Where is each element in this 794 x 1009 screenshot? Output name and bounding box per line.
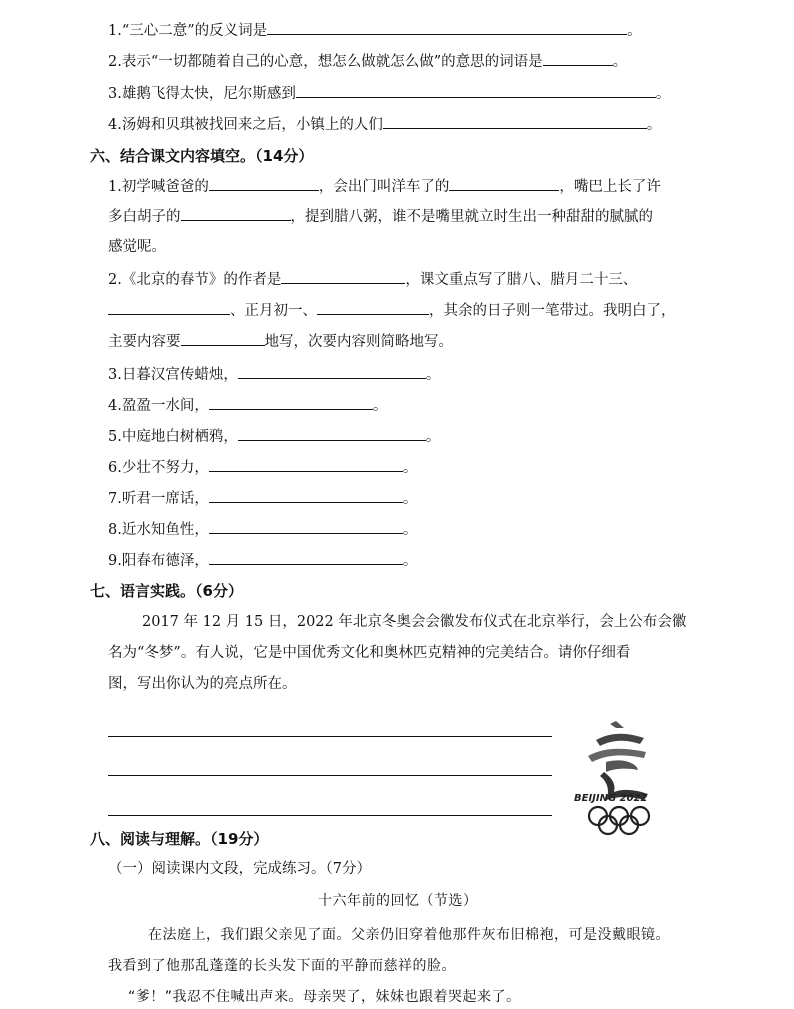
sec6-q7: [108, 488, 417, 509]
sec6-q1-text: 1.初学喊爸爸的: [108, 179, 209, 195]
sec6-q5-text: 5.中庭地白树栖鸦，: [108, 429, 238, 445]
sec6-q2-text: 2.《北京的春节》的作者是: [108, 272, 282, 288]
sec6-q1-line2: [108, 206, 653, 227]
sec6-q2-line2: [108, 300, 676, 321]
sec5-q3-text: 3.雄鹅飞得太快，尼尔斯感到: [108, 86, 296, 102]
answer-blank[interactable]: [108, 300, 230, 315]
section-8-heading: 八、阅读与理解。（19分）: [90, 830, 269, 848]
sec6-q4-text: 4.盈盈一水间，: [108, 398, 209, 414]
emblem-stroke: [610, 721, 624, 728]
sec6-q2-text: ，其余的日子则一笔带过。我明白了，: [429, 303, 676, 319]
period: 。: [612, 54, 628, 70]
sec6-q8-text: 8.近水知鱼性，: [108, 522, 209, 538]
answer-blank[interactable]: [181, 206, 291, 221]
answer-blank[interactable]: [209, 550, 403, 565]
answer-blank[interactable]: [181, 331, 265, 346]
emblem-stroke: [596, 734, 644, 746]
sec6-q6-text: 6.少壮不努力，: [108, 460, 209, 476]
olympic-rings: [589, 807, 649, 834]
answer-line[interactable]: [108, 815, 552, 816]
beijing-2022-emblem: [566, 718, 674, 838]
answer-blank[interactable]: [238, 364, 426, 379]
sec6-q5: [108, 426, 440, 447]
sec8-subsection-heading: （一）阅读课内文段，完成练习。（7分）: [108, 861, 371, 877]
sec6-q8: [108, 519, 417, 540]
sec5-q2-text: 2.表示“一切都随着自己的心意，想怎么做就怎么做”的意思的词语是: [108, 54, 543, 70]
sec5-q3: [108, 83, 670, 104]
period: 。: [425, 367, 441, 383]
answer-blank[interactable]: [209, 457, 403, 472]
answer-blank[interactable]: [296, 83, 656, 98]
sec6-q1-text: ，嘴巴上长了许: [559, 179, 661, 195]
sec5-q4-text: 4.汤姆和贝琪被找回来之后，小镇上的人们: [108, 117, 383, 133]
passage-line3: “爹！”我忍不住喊出声来。母亲哭了，妹妹也跟着哭起来了。: [128, 989, 521, 1005]
answer-blank[interactable]: [209, 519, 403, 534]
answer-blank[interactable]: [449, 176, 559, 191]
sec5-q1-text: 1.“三心二意”的反义词是: [108, 23, 268, 39]
sec6-q1-text: 多白胡子的: [108, 209, 181, 225]
sec7-paragraph-line2: 名为“冬梦”。有人说，它是中国优秀文化和奥林匹克精神的完美结合。请你仔细看: [108, 645, 631, 661]
answer-blank[interactable]: [209, 488, 403, 503]
sec6-q2-text: 地写，次要内容则简略地写。: [264, 334, 453, 350]
period: 。: [627, 23, 642, 39]
sec6-q3-text: 3.日暮汉宫传蜡烛，: [108, 367, 238, 383]
period: 。: [372, 398, 388, 414]
passage-line1: 在法庭上，我们跟父亲见了面。父亲仍旧穿着他那件灰布旧棉袍，可是没戴眼镜。: [148, 927, 670, 943]
period: 。: [402, 460, 418, 476]
sec6-q2-text: ，课文重点写了腊八、腊月二十三、: [405, 272, 638, 288]
sec6-q2-line3: [108, 331, 453, 352]
sec6-q3: [108, 364, 440, 385]
passage-title: 十六年前的回忆（节选）: [318, 893, 478, 909]
section-6-heading: 六、结合课文内容填空。（14分）: [90, 147, 314, 165]
answer-blank[interactable]: [281, 269, 405, 284]
period: 。: [425, 429, 441, 445]
sec6-q4: [108, 395, 387, 416]
sec6-q1-text: ，会出门叫洋车了的: [318, 179, 450, 195]
answer-blank[interactable]: [209, 395, 373, 410]
sec6-q1-line1: [108, 176, 661, 197]
sec6-q7-text: 7.听君一席话，: [108, 491, 209, 507]
section-7-heading: 七、语言实践。（6分）: [90, 582, 243, 600]
answer-blank[interactable]: [543, 51, 613, 66]
sec6-q9: [108, 550, 417, 571]
period: 。: [402, 553, 418, 569]
period: 。: [402, 522, 418, 538]
emblem-graphic: [566, 718, 674, 838]
answer-blank[interactable]: [209, 176, 319, 191]
sec6-q6: [108, 457, 417, 478]
emblem-stroke: [588, 749, 646, 762]
answer-blank[interactable]: [317, 300, 429, 315]
sec7-paragraph-line1: 2017 年 12 月 15 日，2022 年北京冬奥会会徽发布仪式在北京举行，会上公布会徽: [142, 614, 687, 630]
sec6-q2-text: 、正月初一、: [230, 303, 317, 319]
period: 。: [402, 491, 418, 507]
answer-blank[interactable]: [238, 426, 426, 441]
passage-line2: 我看到了他那乱蓬蓬的长头发下面的平静而慈祥的脸。: [108, 958, 456, 974]
period: 。: [655, 86, 671, 102]
sec6-q2-line1: [108, 269, 637, 290]
sec6-q9-text: 9.阳春布德泽，: [108, 553, 209, 569]
emblem-stroke: [606, 760, 638, 772]
sec6-q1-line3: 感觉呢。: [108, 239, 166, 255]
sec5-q4: [108, 114, 661, 135]
period: 。: [646, 117, 662, 133]
answer-line[interactable]: [108, 775, 552, 776]
sec5-q1: [108, 20, 642, 41]
sec5-q2: [108, 51, 627, 72]
sec6-q1-text: ，提到腊八粥，谁不是嘴里就立时生出一种甜甜的腻腻的: [290, 209, 653, 225]
sec7-paragraph-line3: 图，写出你认为的亮点所在。: [108, 676, 297, 692]
answer-blank[interactable]: [267, 20, 627, 35]
sec6-q2-text: 主要内容要: [108, 334, 181, 350]
answer-blank[interactable]: [383, 114, 647, 129]
emblem-wordmark: BEIJING 2022: [574, 793, 648, 804]
answer-line[interactable]: [108, 736, 552, 737]
